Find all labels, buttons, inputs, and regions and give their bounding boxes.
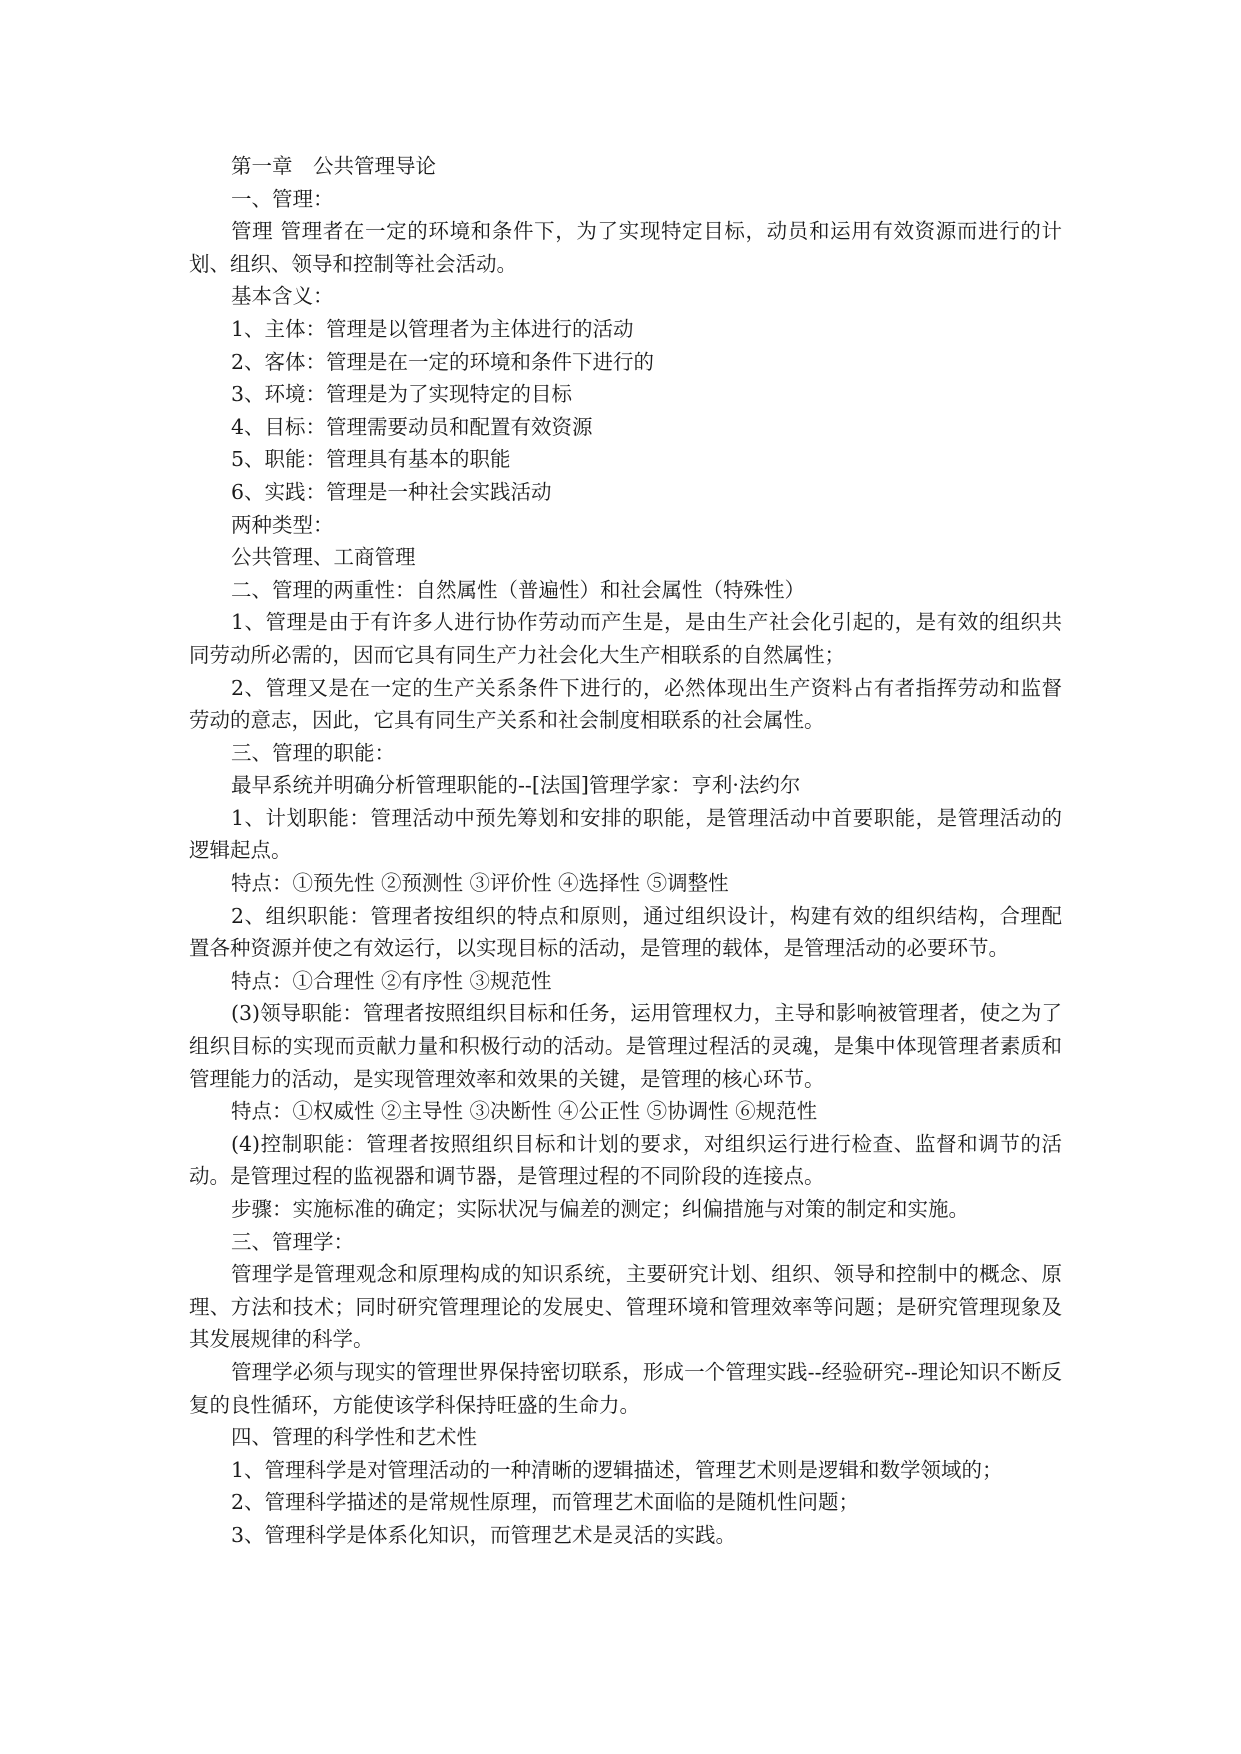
subheading: 基本含义： [231,284,334,309]
types-text: 公共管理、工商管理 [231,545,416,570]
section-heading: 二、管理的两重性：自然属性（普遍性）和社会属性（特殊性） [231,577,805,602]
list-item: 6、实践：管理是一种社会实践活动 [231,479,552,504]
paragraph: (4)控制职能：管理者按照组织目标和计划的要求，对组织运行进行检查、监督和调节的活动。是管理过程的监视器和调节器，是管理过程的不同阶段的连接点。 [189,1131,1062,1189]
list-item: 1、主体：管理是以管理者为主体进行的活动 [231,316,634,341]
section-heading: 四、管理的科学性和艺术性 [231,1425,477,1450]
list-item: 2、管理科学描述的是常规性原理，而管理艺术面临的是随机性问题； [231,1490,860,1515]
paragraph: 2、组织职能：管理者按组织的特点和原则，通过组织设计，构建有效的组织结构，合理配置各种资源并使之有效运行，以实现目标的活动，是管理的载体，是管理活动的必要环节。 [189,903,1062,961]
subheading: 两种类型： [231,512,334,537]
definition-paragraph: 管理 管理者在一定的环境和条件下，为了实现特定目标，动员和运用有效资源而进行的计划、组织、领导和控制等社会活动。 [189,219,1062,276]
list-item: 5、职能：管理具有基本的职能 [231,447,511,472]
list-item: 1、管理科学是对管理活动的一种清晰的逻辑描述，管理艺术则是逻辑和数学领域的； [231,1457,1003,1482]
chapter-title: 第一章 公共管理导论 [231,154,436,178]
paragraph: 2、管理又是在一定的生产关系条件下进行的，必然体现出生产资料占有者指挥劳动和监督劳动的意志，因此，它具有同生产关系和社会制度相联系的社会属性。 [189,675,1062,733]
paragraph: 管理学是管理观念和原理构成的知识系统，主要研究计划、组织、领导和控制中的概念、原理、方法和技术；同时研究管理理论的发展史、管理环境和管理效率等问题；是研究管理现象及其发展规律的科学。 [189,1262,1062,1352]
features-line: 特点：①预先性 ②预测性 ③评价性 ④选择性 ⑤调整性 [231,871,729,896]
list-item: 3、环境：管理是为了实现特定的目标 [231,382,573,407]
paragraph: 1、计划职能：管理活动中预先筹划和安排的职能，是管理活动中首要职能，是管理活动的逻辑起点。 [189,805,1062,863]
list-item: 2、客体：管理是在一定的环境和条件下进行的 [231,349,655,374]
document-page [189,150,1062,1552]
features-line: 特点：①合理性 ②有序性 ③规范性 [231,968,552,993]
paragraph: (3)领导职能：管理者按照组织目标和任务，运用管理权力，主导和影响被管理者，使之为了组织目标的实现而贡献力量和积极行动的活动。是管理过程活的灵魂，是集中体现管理者素质和管理能力的活动，是实现管理效率和效果的关键，是管理的核心环节。 [189,1001,1062,1091]
section-heading: 三、管理的职能： [231,740,395,765]
list-item: 3、管理科学是体系化知识，而管理艺术是灵活的实践。 [231,1522,737,1547]
paragraph: 1、管理是由于有许多人进行协作劳动而产生是，是由生产社会化引起的，是有效的组织共同劳动所必需的，因而它具有同生产力社会化大生产相联系的自然属性； [189,610,1062,667]
paragraph: 管理学必须与现实的管理世界保持密切联系，形成一个管理实践--经验研究--理论知识不断反复的良性循环，方能使该学科保持旺盛的生命力。 [189,1359,1062,1417]
list-item: 4、目标：管理需要动员和配置有效资源 [231,414,593,439]
steps-line: 步骤：实施标准的确定；实际状况与偏差的测定；纠偏措施与对策的制定和实施。 [231,1197,969,1221]
paragraph-line: 最早系统并明确分析管理职能的--[法国]管理学家：亨利·法约尔 [231,773,801,798]
section-heading: 一、管理： [231,186,334,211]
features-line: 特点：①权威性 ②主导性 ③决断性 ④公正性 ⑤协调性 ⑥规范性 [231,1099,818,1124]
section-heading: 三、管理学： [231,1229,354,1254]
